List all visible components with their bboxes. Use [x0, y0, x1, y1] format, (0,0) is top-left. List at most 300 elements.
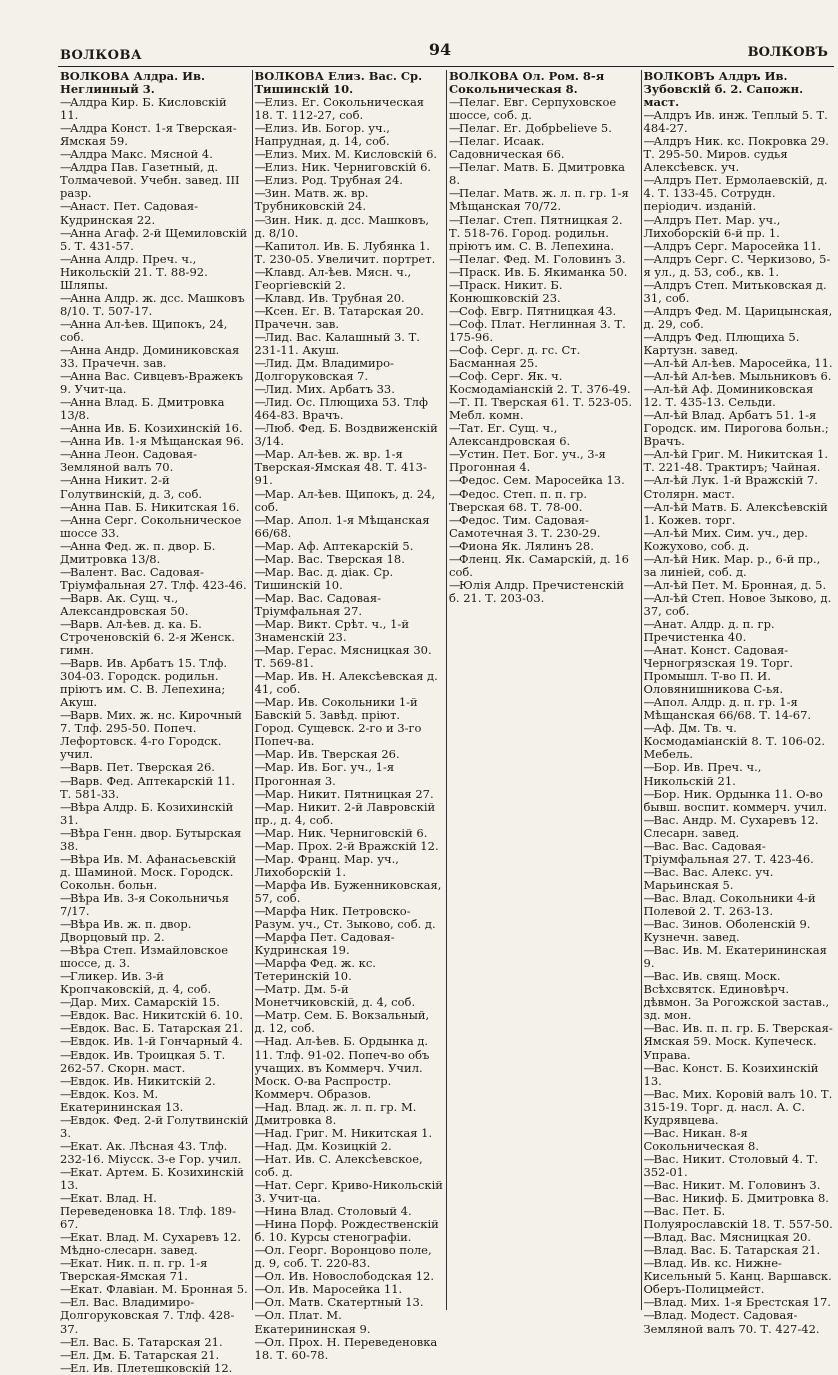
directory-entry [60, 709, 249, 761]
entry-dash: — [254, 160, 266, 175]
entry-dash: — [449, 95, 461, 110]
entry-text: Анна Пав. Б. Никитская 16. [70, 499, 240, 514]
directory-entry [255, 696, 444, 748]
entry-text: Лид. Ос. Плющиха 53. Тлф 464-83. Врачъ. [254, 395, 428, 423]
directory-entry [255, 592, 444, 618]
directory-entry [60, 1114, 249, 1140]
entry-dash: — [643, 1256, 655, 1271]
directory-entry [644, 866, 834, 892]
entry-dash: — [60, 421, 72, 436]
entry-text: Алдра Пав. Газетный, д. Толмачевой. Учебн. завед. III разр. [60, 160, 240, 201]
entry-text: Екат. Ак. Лѣсная 43. Тлф. 232-16. Міусск. 3-е Гор. учил. [60, 1138, 242, 1166]
directory-entry [644, 1257, 834, 1296]
entry-text: Нина Порф. Рождественскій б. 10. Курсы стенографіи. [254, 1217, 439, 1245]
entry-text: Алдра Конст. 1-я Тверская-Ямская 59. [60, 121, 237, 149]
directory-entry [644, 814, 834, 840]
entry-dash: — [60, 369, 72, 384]
directory-entry [644, 1205, 834, 1231]
entry-text: Праск. Никит. Б. Конюшковскій 23. [449, 277, 563, 305]
directory-entry [60, 566, 249, 592]
entry-text: Алдръ Фед. М. Царицынская, д. 29, соб. [643, 303, 833, 331]
entry-text: Елиз. Мих. М. Кисловскій 6. [264, 147, 438, 162]
directory-entry [60, 200, 249, 226]
directory-entry [60, 122, 249, 148]
entry-dash: — [254, 1282, 266, 1297]
entry-text: Елиз. Род. Трубная 24. [264, 173, 403, 188]
directory-entry [449, 161, 638, 187]
directory-entry [60, 370, 249, 396]
column-heading: ВОЛКОВЪ Алдръ Ив. Зубовскій б. 2. Сапожн. маст. [643, 69, 804, 110]
directory-entry [60, 592, 249, 618]
entry-dash: — [643, 838, 655, 853]
entry-text: Вѣра Генн. двор. Бутырская 38. [60, 825, 242, 853]
directory-entry [60, 1296, 249, 1335]
page-number: 94 [428, 40, 452, 59]
directory-entry [60, 96, 249, 122]
entry-dash: — [449, 577, 461, 592]
directory-entry [60, 918, 249, 944]
entry-dash: — [643, 577, 655, 592]
entry-text: Фленц. Як. Самарскій, д. 16 соб. [449, 551, 629, 579]
entry-text: Анаст. Пет. Садовая-Кудринская 22. [60, 199, 198, 227]
entry-text: Анна Алдр. Преч. ч., Никольскій 21. Т. 88-92. Шляпы. [60, 251, 208, 292]
entry-text: Бор. Ник. Ордынка 11. О-во бывш. воспит. коммерч. учил. [643, 786, 827, 814]
entry-text: Влад. Вас. Б. Татарская 21. [653, 1243, 821, 1258]
entry-text: Соф. Плат. Неглинная 3. Т. 175-96. [449, 316, 626, 344]
directory-entry [60, 318, 249, 344]
entry-dash: — [60, 290, 72, 305]
directory-entry [644, 1127, 834, 1153]
directory-entry [255, 357, 444, 383]
entry-dash: — [643, 525, 655, 540]
entry-text: Зин. Ник. д. дсс. Машковъ, д. 8/10. [254, 212, 430, 240]
entry-dash: — [254, 212, 266, 227]
entry-text: Мар. Прох. 2-й Вражскій 12. [264, 838, 439, 853]
entry-text: Марфа Ник. Петровско-Разум. уч., Ст. Зыково, соб. д. [254, 904, 436, 932]
directory-entry [255, 488, 444, 514]
entry-text: Анна Серг. Сокольническое шоссе 33. [60, 512, 242, 540]
entry-dash: — [643, 238, 655, 253]
directory-entry [255, 1244, 444, 1270]
entry-text: Нина Влад. Столовый 4. [264, 1204, 412, 1219]
entry-text: Устин. Пет. Бог. уч., 3-я Прогонная 4. [449, 447, 606, 475]
entry-text: Ал-ѣй Лук. 1-й Вражскій 7. Столярн. маст. [643, 473, 818, 501]
entry-text: Алдръ Серг. С. Черкизово, 5-я ул., д. 53, соб., кв. 1. [643, 251, 831, 279]
entry-dash: — [60, 1164, 72, 1179]
entry-text: Федос. Степ. п. п. гр. Тверская 68. Т. 78-00. [449, 486, 588, 514]
directory-entry [60, 253, 249, 292]
entry-dash: — [254, 1308, 266, 1323]
entry-text: Зин. Матв. ж. вр. Трубниковскій 24. [254, 186, 369, 214]
entry-dash: — [643, 590, 655, 605]
entry-text: Аф. Дм. Тв. ч. Космодаміанскій 8. Т. 106-02. Мебель. [643, 721, 826, 762]
entry-dash: — [643, 134, 655, 149]
entry-text: Ол. Георг. Воронцово поле, д. 9, соб. Т. 220-83. [254, 1243, 432, 1271]
directory-entry [449, 344, 638, 370]
directory-entry [644, 1062, 834, 1088]
entry-dash: — [643, 1191, 655, 1206]
entry-text: Ксен. Ег. В. Татарская 20. Прачечн. зав. [254, 303, 424, 331]
entry-text: Варв. Мих. ж. нс. Кирочный 7. Тлф. 295-50. Попеч. Лефортовск. 4-го Городск. учил. [60, 708, 242, 762]
entry-text: Влад. Модест. Садовая-Земляной валъ 70. Т. 427-42. [643, 1308, 820, 1336]
entry-dash: — [254, 1334, 266, 1349]
entry-dash: — [643, 447, 655, 462]
entry-dash: — [254, 1099, 266, 1114]
entry-dash: — [60, 1191, 72, 1206]
directory-entry [449, 318, 638, 344]
entry-dash: — [254, 538, 266, 553]
entry-dash: — [60, 760, 72, 775]
entry-dash: — [254, 930, 266, 945]
entry-text: Ол. Матв. Скатертный 13. [264, 1295, 424, 1310]
entry-text: Нат. Серг. Криво-Никольскій 3. Учит-ца. [254, 1177, 443, 1206]
directory-entry [255, 983, 444, 1009]
entry-text: Вас. Зинов. Оболенскій 9. Кузнечн. завед. [643, 917, 811, 945]
directory-entry [644, 279, 834, 305]
entry-dash: — [60, 851, 72, 866]
entry-text: Люб. Фед. Б. Воздвиженскій 3/14. [254, 421, 438, 449]
entry-dash: — [254, 329, 266, 344]
directory-entry [449, 135, 638, 161]
entry-dash: — [449, 121, 461, 136]
entry-text: Анна Влад. Б. Дмитровка 13/8. [60, 395, 225, 423]
entry-dash: — [449, 303, 461, 318]
entry-dash: — [60, 969, 72, 984]
directory-entry [255, 670, 444, 696]
entry-dash: — [60, 1230, 72, 1245]
entry-text: Екат. Влад. М. Сухаревъ 12. Мѣдно-слесарн. завед. [60, 1230, 242, 1258]
entry-dash: — [643, 616, 655, 631]
entry-text: Ол. Плат. М. Екатерининская 9. [254, 1308, 371, 1336]
entry-dash: — [60, 434, 72, 449]
entry-dash: — [254, 1243, 266, 1258]
entry-dash: — [60, 708, 72, 723]
entry-dash: — [60, 1256, 72, 1271]
entry-dash: — [254, 799, 266, 814]
entry-text: Вѣра Ив. ж. п. двор. Дворцовый пр. 2. [60, 917, 192, 945]
entry-dash: — [60, 616, 72, 631]
entry-text: Вас. Вас. Алекс. уч. Марьинская 5. [643, 864, 774, 892]
entry-text: Мар. Вас. д. діак. Ср. Тишинскій 10. [254, 564, 394, 592]
entry-dash: — [254, 395, 266, 410]
directory-entry [255, 214, 444, 240]
entry-text: Ел. Вас. Б. Татарская 21. [70, 1334, 223, 1349]
entry-dash: — [254, 838, 266, 853]
directory-entry [644, 722, 834, 761]
entry-dash: — [449, 538, 461, 553]
entry-dash: — [60, 1282, 72, 1297]
directory-entry [255, 266, 444, 292]
entry-text: Влад. Мих. 1-я Брестская 17. [653, 1295, 831, 1310]
directory-entry [644, 892, 834, 918]
entry-text: Марфа Фед. ж. кс. Тетеринскій 10. [254, 956, 376, 984]
entry-dash: — [60, 825, 72, 840]
entry-text: Анна Леон. Садовая-Земляной валъ 70. [60, 447, 197, 475]
entry-dash: — [254, 382, 266, 397]
entry-dash: — [60, 1360, 72, 1375]
entry-dash: — [254, 264, 266, 279]
entry-dash: — [449, 473, 461, 488]
directory-entry [449, 187, 638, 213]
entry-text: Клавд. Ив. Трубная 20. [264, 290, 405, 305]
directory-entry [449, 370, 638, 396]
entry-dash: — [254, 695, 266, 710]
entry-dash: — [60, 1008, 72, 1023]
entry-text: Мар. Ив. Тверская 26. [264, 747, 400, 762]
entry-text: Екат. Артем. Б. Козихинскій 13. [60, 1164, 244, 1192]
entry-text: Вѣра Алдр. Б. Козихинскій 31. [60, 799, 234, 827]
entry-text: Мар. Ал-ѣев. Щипокъ, д. 24, соб. [254, 486, 436, 514]
entry-text: Капитол. Ив. Б. Лубянка 1. Т. 230-05. Увеличит. портрет. [254, 238, 436, 266]
directory-entry [255, 1336, 444, 1362]
directory-entry [60, 540, 249, 566]
entry-text: Алдръ Серг. Маросейка 11. [653, 238, 822, 253]
entry-text: Марфа Пет. Садовая-Кудринская 19. [254, 930, 395, 958]
entry-dash: — [643, 173, 655, 188]
entry-dash: — [254, 1269, 266, 1284]
entry-dash: — [60, 251, 72, 266]
entry-dash: — [60, 473, 72, 488]
entry-dash: — [254, 590, 266, 605]
entry-dash: — [449, 316, 461, 331]
entry-text: Соф. Евгр. Пятницкая 43. [459, 303, 617, 318]
entry-text: Мар. Франц. Мар. уч., Лихоборскій 1. [254, 851, 399, 879]
entry-text: Лид. Вас. Калашный 3. Т. 231-11. Акуш. [254, 329, 420, 357]
directory-entry [255, 957, 444, 983]
entry-dash: — [643, 212, 655, 227]
entry-dash: — [60, 225, 72, 240]
entry-dash: — [60, 147, 72, 162]
directory-entry [449, 514, 638, 540]
entry-text: Ал-ѣй Ал-ѣев. Мыльниковъ 6. [653, 369, 832, 384]
directory-entry [644, 553, 834, 579]
entry-text: Нат. Ив. С. Алексѣевское, соб. д. [254, 1151, 423, 1179]
directory-entry [255, 644, 444, 670]
directory-entry [60, 344, 249, 370]
entry-dash: — [60, 1034, 72, 1049]
directory-entry [449, 214, 638, 253]
entry-dash: — [60, 917, 72, 932]
directory-entry [449, 448, 638, 474]
entry-dash: — [60, 499, 72, 514]
entry-dash: — [60, 538, 72, 553]
entry-dash: — [643, 890, 655, 905]
directory-entry [60, 853, 249, 892]
entry-text: Евдок. Ив. Никитскій 2. [70, 1073, 216, 1088]
entry-dash: — [643, 108, 655, 123]
entry-dash: — [643, 760, 655, 775]
directory-entry [449, 553, 638, 579]
entry-dash: — [643, 408, 655, 423]
entry-dash: — [60, 995, 72, 1010]
entry-dash: — [643, 864, 655, 879]
directory-entry [449, 279, 638, 305]
entry-dash: — [254, 851, 266, 866]
entry-dash: — [60, 1021, 72, 1036]
entry-text: Апол. Алдр. д. п. гр. 1-я Мѣщанская 66/68. Т. 14-67. [643, 695, 812, 723]
directory-entry [255, 1101, 444, 1127]
entry-dash: — [643, 277, 655, 292]
entry-text: Над. Григ. М. Никитская 1. [264, 1125, 433, 1140]
directory-entry [255, 240, 444, 266]
entry-text: Пелаг. Фед. М. Головинъ 3. [459, 251, 626, 266]
entry-dash: — [60, 395, 72, 410]
entry-text: Влад. Ив. кс. Нижне-Кисельный 5. Канц. Варшавск. Оберъ-Полицмейст. [643, 1256, 832, 1297]
entry-text: Вѣра Ив. М. Афанасьевскій д. Шаминой. Моск. Городск. Сокольн. больн. [60, 851, 237, 892]
entry-text: Мар. Вас. Тверская 18. [264, 551, 405, 566]
entry-text: Евдок. Коз. М. Екатерининская 13. [60, 1086, 184, 1114]
directory-entry [644, 1022, 834, 1061]
entry-dash: — [643, 473, 655, 488]
entry-text: Соф. Серг. Як. ч. Космодаміанскій 2. Т. 376-49. [449, 369, 631, 397]
directory-entry [255, 905, 444, 931]
entry-text: Ал-ѣй Аф. Доминиковская 12. Т. 435-13. Сельди. [643, 382, 814, 410]
directory-entry [255, 331, 444, 357]
entry-dash: — [643, 1177, 655, 1192]
entry-text: Алдра Макс. Мясной 4. [70, 147, 213, 162]
directory-entry [255, 1179, 444, 1205]
entry-text: Анна Фед. ж. п. двор. Б. Дмитровка 13/8. [60, 538, 216, 566]
entry-text: Ал-ѣй Влад. Арбатъ 51. 1-я Городск. им. Пирогова больн.; Врачъ. [643, 408, 829, 449]
directory-entry [60, 1192, 249, 1231]
entry-text: Вас. Ив. свящ. Моск. Всѣхсвятск. Единовѣрч. дѣвмон. За Рогожской застав., зд. мон. [643, 969, 830, 1023]
entry-text: Алдръ Ив. инж. Теплый 5. Т. 484-27. [643, 108, 828, 136]
entry-dash: — [449, 277, 461, 292]
entry-dash: — [60, 943, 72, 958]
entry-text: Анат. Конст. Садовая-Черногрязская 19. Торг. Промышл. Т-во П. И. Оловянишникова С-ья. [643, 643, 794, 697]
entry-text: Мар. Вас. Садовая-Тріумфальная 27. [254, 590, 381, 618]
entry-dash: — [449, 395, 461, 410]
directory-entry [644, 135, 834, 174]
entry-dash: — [449, 551, 461, 566]
directory-entry [255, 1153, 444, 1179]
entry-text: Анна Алдр. ж. дсс. Машковъ 8/10. Т. 507-17. [60, 290, 245, 318]
entry-dash: — [254, 1295, 266, 1310]
entry-dash: — [449, 251, 461, 266]
entry-dash: — [643, 382, 655, 397]
column-3 [447, 70, 642, 1310]
entry-text: Праск. Ив. Б. Якиманка 50. [459, 264, 628, 279]
entry-dash: — [643, 969, 655, 984]
entry-text: Над. Влад. ж. л. п. гр. М. Дмитровка 8. [254, 1099, 417, 1127]
column-heading: ВОЛКОВА Алдра. Ив. Неглинный 3. [60, 69, 205, 97]
entry-dash: — [643, 1230, 655, 1245]
directory-entry [644, 109, 834, 135]
entry-text: Лид. Мих. Арбатъ 33. [264, 382, 395, 397]
entry-dash: — [60, 590, 72, 605]
entry-dash: — [449, 264, 461, 279]
entry-dash: — [60, 1112, 72, 1127]
entry-dash: — [60, 342, 72, 357]
directory-entry [644, 1309, 834, 1335]
directory-entry [644, 214, 834, 240]
directory-entry [60, 1257, 249, 1283]
entry-dash: — [60, 656, 72, 671]
entry-text: Над. Ал-ѣев. Б. Ордынка д. 11. Тлф. 91-02. Попеч-во объ учащих. въ Коммерч. Учил. Моск. О-ва Распростр. Коммерч. Образов. [254, 1034, 430, 1101]
entry-text: Клавд. Ал-ѣев. Мясн. ч., Георгіевскій 2. [254, 264, 412, 292]
entry-dash: — [449, 447, 461, 462]
entry-dash: — [643, 1308, 655, 1323]
entry-dash: — [254, 1008, 266, 1023]
entry-dash: — [254, 1204, 266, 1219]
directory-entry [644, 696, 834, 722]
entry-dash: — [254, 825, 266, 840]
column-2 [253, 69, 448, 1362]
column-4 [642, 69, 837, 1336]
entry-text: Ел. Ив. Плетешковскій 12. [70, 1360, 233, 1375]
entry-dash: — [449, 342, 461, 357]
directory-entry [644, 253, 834, 279]
entry-text: Варв. Ал-ѣев. д. ка. Б. Строченовскій 6. 2-я Женск. гимн. [60, 616, 235, 658]
entry-text: Влад. Вас. Мясницкая 20. [653, 1230, 812, 1245]
directory-entry [60, 448, 249, 474]
directory-entry [644, 1088, 834, 1127]
entry-dash: — [60, 799, 72, 814]
directory-entry [255, 96, 444, 122]
entry-text: Вас. Вас. Садовая-Тріумфальная 27. Т. 423-46. [643, 838, 814, 866]
entry-dash: — [449, 212, 461, 227]
directory-entry [449, 396, 638, 422]
entry-dash: — [643, 695, 655, 710]
entry-dash: — [60, 1334, 72, 1349]
entry-text: Ол. Ив. Маросейка 11. [264, 1282, 403, 1297]
directory-entry [60, 1049, 249, 1075]
entry-text: Дар. Мих. Самарскій 15. [70, 995, 220, 1010]
entry-text: Вас. Никит. М. Головинъ 3. [653, 1177, 821, 1192]
entry-dash: — [60, 890, 72, 905]
entry-dash: — [60, 512, 72, 527]
entry-dash: — [254, 643, 266, 658]
entry-dash: — [254, 1125, 266, 1140]
running-head-right: ВОЛКОВЪ [747, 45, 828, 60]
entry-dash: — [643, 499, 655, 514]
entry-text: Мар. Апол. 1-я Мѣщанская 66/68. [254, 512, 430, 540]
entry-text: Анна Андр. Доминиковская 33. Прачечн. зав. [60, 342, 240, 371]
entry-text: Вѣра Ив. 3-я Сокольничья 7/17. [60, 890, 230, 918]
entry-text: Федос. Сем. Маросейка 13. [459, 473, 625, 488]
entry-text: Соф. Серг. д. гс. Ст. Басманная 25. [449, 342, 581, 371]
entry-text: Пелаг. Степ. Пятницкая 2. Т. 518-76. Город. родильн. пріютъ им. С. В. Лепехина. [449, 212, 623, 253]
directory-entry [255, 305, 444, 331]
entry-dash: — [254, 147, 266, 162]
directory-entry [449, 488, 638, 514]
entry-text: Алдръ Пет. Ермолаевскій, д. 4. Т. 133-45. Сотрудн. періодич. изданій. [643, 173, 828, 214]
entry-dash: — [643, 812, 655, 827]
directory-entry [644, 383, 834, 409]
entry-dash: — [60, 1073, 72, 1088]
entry-dash: — [449, 512, 461, 527]
directory-entry [644, 592, 834, 618]
entry-text: Бор. Ив. Преч. ч., Никольскій 21. [643, 760, 762, 788]
entry-text: Екат. Ник. п. п. гр. 1-я Тверская-Ямская 71. [60, 1256, 208, 1284]
directory-entry [60, 396, 249, 422]
running-head-left: ВОЛКОВА [60, 48, 143, 63]
entry-text: Т. П. Тверская 61. Т. 523-05. Мебл. комн. [449, 395, 633, 423]
entry-dash: — [254, 669, 266, 684]
entry-text: Марфа Ив. Буженниковская, 57, соб. [254, 877, 442, 905]
entry-text: Ал-ѣй Степ. Новое Зыково, д. 37, соб. [643, 590, 832, 618]
directory-entry [644, 305, 834, 331]
entry-dash: — [254, 1177, 266, 1192]
entry-text: Алдръ Пет. Мар. уч., Лихоборскій 6-й пр. 1. [643, 212, 781, 240]
entry-dash: — [254, 303, 266, 318]
entry-dash: — [60, 1295, 72, 1310]
entry-dash: — [60, 95, 72, 110]
entry-text: Мар. Ив. Бог. уч., 1-я Прогонная 3. [254, 760, 395, 788]
entry-text: Вѣра Степ. Измайловское шоссе, д. 3. [60, 943, 229, 971]
entry-dash: — [254, 877, 266, 892]
directory-entry [60, 1088, 249, 1114]
